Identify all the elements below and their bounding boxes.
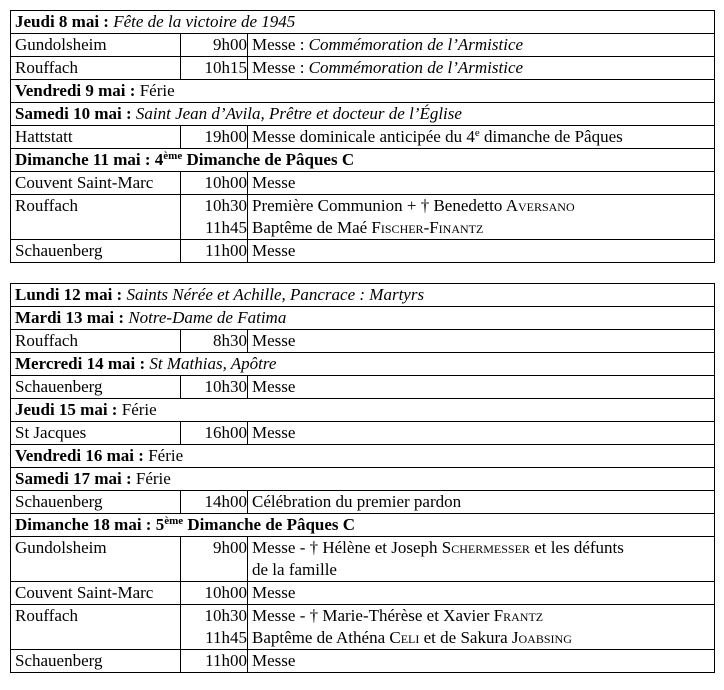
description-text: et de Sakura J: [419, 628, 519, 647]
feast-name: Notre-Dame de Fatima: [128, 308, 287, 327]
description-cell: [248, 537, 715, 582]
day-header: [11, 103, 715, 126]
description-italic: Commémoration de l’Armistice: [308, 58, 524, 77]
day-label: Samedi 10 mai :: [15, 104, 132, 123]
place-cell: Schauenberg: [11, 240, 181, 263]
surname-smallcaps: rantz: [503, 606, 544, 625]
surname-smallcaps: chermesser: [451, 538, 530, 557]
description-text: Messe - † Marie-Thérèse et Xavier F: [252, 606, 504, 625]
table-row: [11, 376, 715, 399]
time-cell: 11h00: [181, 650, 248, 673]
day-label-text: Dimanche de Pâques C: [182, 150, 355, 169]
place-cell: Gundolsheim: [11, 34, 181, 57]
description-text: et les défunts: [529, 538, 624, 557]
day-label: [15, 150, 354, 169]
description-text: Première Communion + † Benedetto A: [252, 196, 518, 215]
day-header-row: [11, 149, 715, 172]
description-text: Messe - † Hélène et Joseph S: [252, 538, 452, 557]
description-line: [252, 605, 714, 627]
table-row: [11, 605, 715, 650]
table-row: [11, 57, 715, 80]
time-cell: 14h00: [181, 491, 248, 514]
description-line: [252, 217, 714, 239]
table-row: [11, 172, 715, 195]
day-header: [11, 399, 715, 422]
day-header-row: [11, 445, 715, 468]
day-label: Mercredi 14 mai :: [15, 354, 146, 373]
place-cell: Schauenberg: [11, 376, 181, 399]
day-note: Férie: [148, 446, 184, 465]
description-cell: Célébration du premier pardon: [248, 491, 715, 514]
table-row: [11, 330, 715, 353]
day-label: Jeudi 15 mai :: [15, 400, 118, 419]
place-cell: Rouffach: [11, 57, 181, 80]
description-line: [252, 627, 714, 649]
description-text: Baptême de Maé F: [252, 218, 381, 237]
feast-name: St Mathias, Apôtre: [149, 354, 277, 373]
description-cell: Messe: [248, 240, 715, 263]
table-row: [11, 240, 715, 263]
time-cell: 9h00: [181, 34, 248, 57]
time-cell: 8h30: [181, 330, 248, 353]
day-header: [11, 468, 715, 491]
description-text: Baptême de Athéna C: [252, 628, 401, 647]
description-cell: Messe: [248, 330, 715, 353]
description-cell: [248, 57, 715, 80]
day-label: Vendredi 9 mai :: [15, 81, 136, 100]
superscript: ème: [163, 150, 183, 162]
place-cell: Rouffach: [11, 605, 181, 650]
place-cell: St Jacques: [11, 422, 181, 445]
feast-name: Saints Nérée et Achille, Pancrace : Martyrs: [126, 285, 425, 304]
day-header: [11, 80, 715, 103]
time-cell: 10h15: [181, 57, 248, 80]
description-cell: [248, 34, 715, 57]
table-row: [11, 126, 715, 149]
table-row: [11, 195, 715, 240]
surname-smallcaps: eli: [400, 628, 420, 647]
description-text: dimanche de Pâques: [479, 127, 623, 146]
table-row: [11, 582, 715, 605]
day-header-row: [11, 399, 715, 422]
day-header-row: [11, 103, 715, 126]
table-row: [11, 34, 715, 57]
day-header-row: [11, 514, 715, 537]
description-text: Messe dominicale anticipée du 4: [252, 127, 475, 146]
day-label: Lundi 12 mai :: [15, 285, 123, 304]
time-text: 11h45: [205, 218, 247, 237]
time-cell: 9h00: [181, 537, 248, 582]
time-cell: 16h00: [181, 422, 248, 445]
day-note: Férie: [139, 81, 175, 100]
day-note: Férie: [121, 400, 157, 419]
day-header-row: [11, 353, 715, 376]
day-header-row: [11, 80, 715, 103]
time-cell: 10h30: [181, 376, 248, 399]
time-cell: [181, 195, 248, 240]
superscript: e: [474, 127, 480, 139]
day-header: [11, 149, 715, 172]
description-cell: [248, 195, 715, 240]
day-header: [11, 11, 715, 34]
day-label: Mardi 13 mai :: [15, 308, 125, 327]
day-header-row: [11, 284, 715, 307]
table-row: [11, 422, 715, 445]
schedule-table-week-1: [10, 10, 715, 263]
description-cell: Messe: [248, 650, 715, 673]
time-cell: 10h00: [181, 582, 248, 605]
description-cell: [248, 605, 715, 650]
table-row: [11, 491, 715, 514]
description-cell: [248, 126, 715, 149]
day-header: [11, 284, 715, 307]
description-line: de la famille: [252, 560, 337, 579]
description-cell: Messe: [248, 376, 715, 399]
day-header: [11, 514, 715, 537]
description-cell: Messe: [248, 172, 715, 195]
place-cell: Hattstatt: [11, 126, 181, 149]
surname-smallcaps: oabsing: [518, 628, 572, 647]
table-row: [11, 537, 715, 582]
day-label: Vendredi 16 mai :: [15, 446, 144, 465]
day-header-row: [11, 11, 715, 34]
day-label-text: Dimanche 11 mai : 4: [15, 150, 164, 169]
day-label: [15, 515, 355, 534]
day-header: [11, 445, 715, 468]
day-label-text: Dimanche de Pâques C: [183, 515, 356, 534]
place-cell: Couvent Saint-Marc: [11, 172, 181, 195]
time-cell: [181, 605, 248, 650]
time-cell: 19h00: [181, 126, 248, 149]
day-label-text: Dimanche 18 mai : 5: [15, 515, 165, 534]
place-cell: Rouffach: [11, 195, 181, 240]
day-note: Férie: [135, 469, 171, 488]
day-header: [11, 353, 715, 376]
schedule-table-week-2: [10, 283, 715, 673]
place-cell: Rouffach: [11, 330, 181, 353]
time-cell: 10h00: [181, 172, 248, 195]
superscript: ème: [164, 515, 184, 527]
time-text: 11h45: [205, 628, 247, 647]
table-row: [11, 650, 715, 673]
surname-smallcaps: ischer-Finantz: [380, 218, 484, 237]
place-cell: Couvent Saint-Marc: [11, 582, 181, 605]
feast-name: Saint Jean d’Avila, Prêtre et docteur de l’Église: [135, 104, 462, 123]
day-label: Jeudi 8 mai :: [15, 12, 109, 31]
day-label: Samedi 17 mai :: [15, 469, 132, 488]
day-header: [11, 307, 715, 330]
description-italic: Commémoration de l’Armistice: [308, 35, 524, 54]
feast-name: Fête de la victoire de 1945: [113, 12, 296, 31]
time-text: 10h30: [204, 606, 247, 625]
day-header-row: [11, 468, 715, 491]
description-cell: Messe: [248, 582, 715, 605]
description-line: [252, 195, 714, 217]
time-cell: 11h00: [181, 240, 248, 263]
description-text: Messe :: [252, 35, 309, 54]
surname-smallcaps: versano: [517, 196, 575, 215]
description-line: [252, 537, 714, 559]
description-cell: Messe: [248, 422, 715, 445]
day-header-row: [11, 307, 715, 330]
place-cell: Schauenberg: [11, 650, 181, 673]
place-cell: Gundolsheim: [11, 537, 181, 582]
time-text: 10h30: [204, 196, 247, 215]
place-cell: Schauenberg: [11, 491, 181, 514]
description-text: Messe :: [252, 58, 309, 77]
